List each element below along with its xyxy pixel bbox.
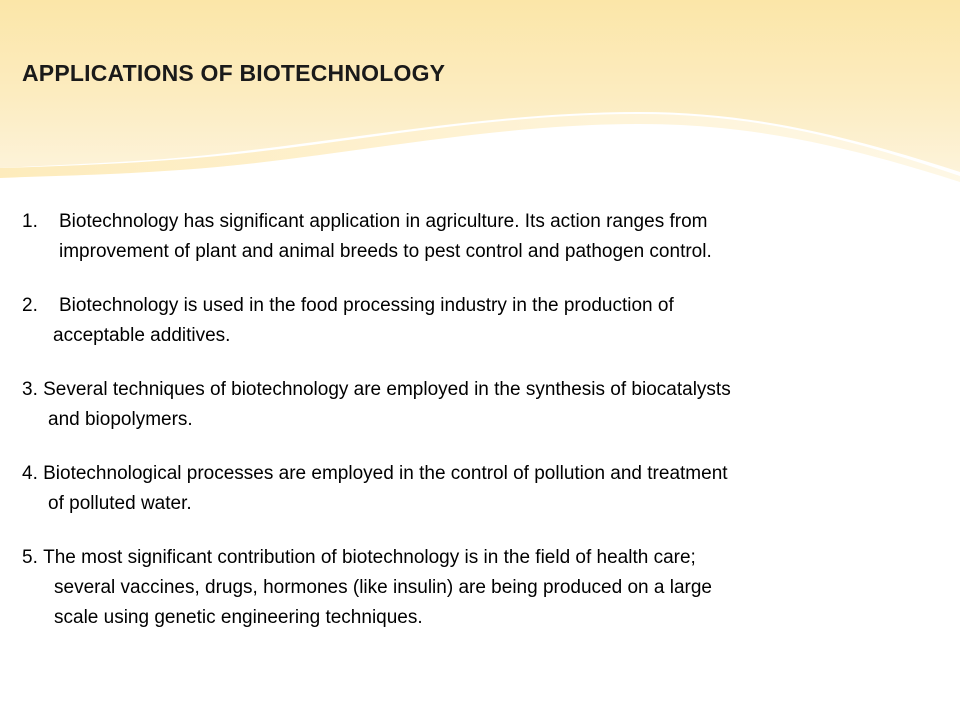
item-text-line: improvement of plant and animal breeds to pest control and pathogen control. (59, 241, 712, 262)
item-text-line: Several techniques of biotechnology are employed in the synthesis of biocatalysts (43, 379, 731, 400)
item-text-line: Biotechnology is used in the food processing industry in the production of (59, 295, 674, 316)
item-text-line: Biotechnological processes are employed in the control of pollution and treatment (43, 463, 728, 484)
item-text-line: of polluted water. (48, 493, 192, 514)
list-item (22, 207, 942, 267)
header-wave-background (0, 0, 960, 240)
item-number: 4. (22, 463, 44, 484)
list-item (22, 543, 942, 633)
item-number: 3. (22, 379, 44, 400)
slide-title: APPLICATIONS OF BIOTECHNOLOGY (22, 60, 446, 86)
list-item (22, 375, 942, 435)
item-text-line: and biopolymers. (48, 409, 193, 430)
item-number: 2. (22, 295, 38, 316)
list-item (22, 291, 942, 351)
item-number: 1. (22, 211, 38, 232)
item-text-line: scale using genetic engineering techniques. (54, 607, 423, 628)
list-item (22, 459, 942, 519)
applications-list (22, 207, 942, 657)
item-text-line: Biotechnology has significant application in agriculture. Its action ranges from (59, 211, 708, 232)
item-text-line: The most significant contribution of biotechnology is in the field of health care; (43, 547, 696, 568)
item-number: 5. (22, 547, 44, 568)
item-text-line: acceptable additives. (53, 325, 231, 346)
item-text-line: several vaccines, drugs, hormones (like insulin) are being produced on a large (54, 577, 712, 598)
